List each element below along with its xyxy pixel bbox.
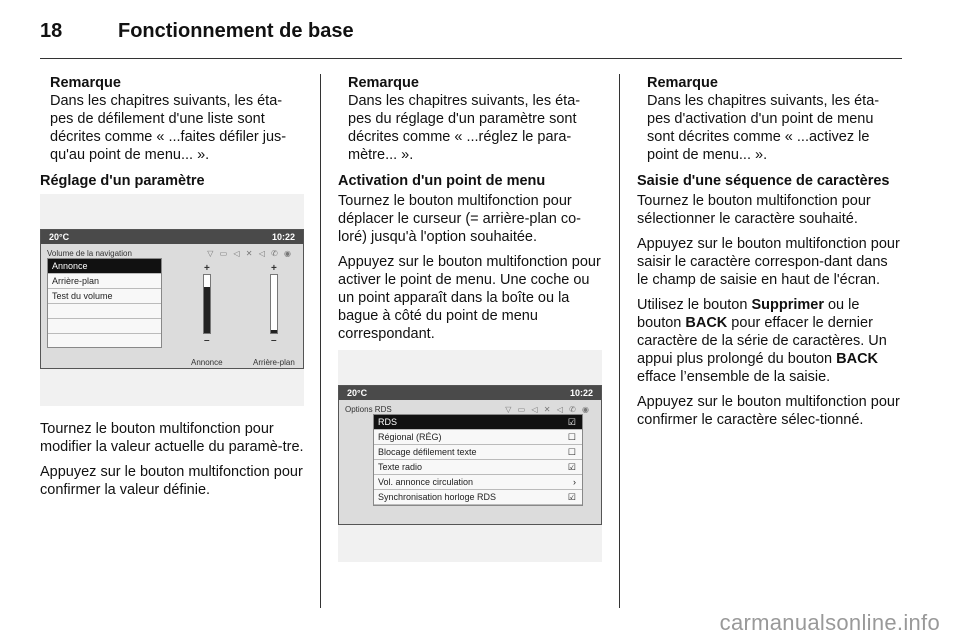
note-box: [338, 74, 603, 164]
paragraph: Tournez le bouton multifonction pour sélectionner le caractère souhaité.: [637, 193, 871, 227]
slider-arriere-plan[interactable]: [270, 274, 278, 334]
checkbox-empty-icon[interactable]: ☐: [567, 447, 576, 457]
section-heading: Saisie d'une séquence de caractères: [637, 173, 890, 189]
paragraph: Appuyez sur le bouton multifonction pour saisir le caractère correspon-dant dans le champ de saisie en haut de l'écran.: [637, 236, 900, 288]
list-item[interactable]: [374, 445, 582, 460]
paragraph: Tournez le bouton multifonction pour déplacer le curseur (= arrière-plan co-loré) jusqu'à l'option souhaitée.: [338, 193, 581, 245]
checkbox-empty-icon[interactable]: ☐: [567, 432, 576, 442]
text-run: ou le bouton: [637, 297, 860, 331]
note-box: [637, 74, 902, 164]
item-label: Synchronisation horloge RDS: [378, 492, 497, 502]
clock: 10:22: [271, 232, 295, 242]
checkbox-checked-icon[interactable]: ☑: [567, 462, 576, 472]
item-label: Régional (RÉG): [378, 432, 442, 442]
list-item[interactable]: [48, 304, 161, 319]
page-title: Fonctionnement de base: [118, 20, 354, 42]
list-item[interactable]: Annonce: [48, 259, 161, 274]
minus-icon: –: [204, 335, 210, 346]
temperature: 20°C: [347, 388, 368, 398]
paragraph: Appuyez sur le bouton multifonction pour activer le point de menu. Une coche ou un point apparaît dans la boîte ou la bague à côté du point de menu correspondant.: [338, 254, 601, 342]
slider-annonce[interactable]: [203, 274, 211, 334]
section-heading: Réglage d'un paramètre: [40, 173, 205, 189]
item-label: RDS: [378, 417, 398, 427]
slider-fill: [204, 287, 210, 333]
slider-label: Annonce: [191, 358, 223, 367]
status-bar: [339, 386, 601, 400]
column-2: [338, 74, 603, 576]
item-label: Vol. annonce circulation: [378, 477, 474, 487]
key-name: BACK: [685, 315, 728, 331]
plus-icon: +: [271, 263, 277, 274]
display-screen: [338, 385, 602, 525]
paragraph: Tournez le bouton multifonction pour modifier la valeur actuelle du paramè-tre.: [40, 421, 304, 455]
note-text: Dans les chapitres suivants, les éta-pes du réglage d'un paramètre sont décrites comme « ...réglez le para-mètre... ».: [348, 93, 581, 163]
temperature: 20°C: [49, 232, 70, 242]
checkbox-checked-icon[interactable]: ☑: [567, 417, 576, 427]
page-number: 18: [40, 20, 63, 42]
watermark: carmanualsonline.info: [719, 610, 940, 635]
list-item[interactable]: Test du volume: [48, 289, 161, 304]
menu-list: [47, 258, 162, 348]
note-title: Remarque: [50, 75, 121, 91]
list-item[interactable]: [374, 460, 582, 475]
column-3: [637, 74, 902, 436]
column-divider: [619, 74, 620, 608]
list-item[interactable]: [374, 415, 582, 430]
key-name: BACK: [836, 351, 879, 367]
screenshot-rds: [338, 350, 602, 562]
chevron-right-icon[interactable]: ›: [573, 477, 576, 487]
status-icons: ▽ ▭ ◁ ✕ ◁ ✆ ◉: [207, 249, 293, 258]
note-text: Dans les chapitres suivants, les éta-pes d'activation d'un point de menu sont décrites comme « ...activez le point de menu... ».: [647, 93, 880, 163]
note-box: [40, 74, 304, 164]
list-item[interactable]: [374, 475, 582, 490]
note-title: Remarque: [348, 75, 419, 91]
paragraph: Appuyez sur le bouton multifonction pour confirmer le caractère sélec-tionné.: [637, 394, 900, 428]
slider-label: Arrière-plan: [253, 358, 295, 367]
plus-icon: +: [204, 263, 210, 274]
paragraph: Appuyez sur le bouton multifonction pour confirmer la valeur définie.: [40, 464, 303, 498]
list-item[interactable]: Arrière-plan: [48, 274, 161, 289]
item-label: Blocage défilement texte: [378, 447, 477, 457]
paragraph: [637, 296, 902, 386]
minus-icon: –: [271, 335, 277, 346]
header-rule: [40, 58, 902, 59]
status-icons: ▽ ▭ ◁ ✕ ◁ ✆ ◉: [505, 405, 591, 414]
key-name: Supprimer: [751, 297, 824, 313]
column-1: [40, 74, 304, 506]
note-title: Remarque: [647, 75, 718, 91]
checkbox-checked-icon[interactable]: ☑: [567, 492, 576, 502]
section-heading: Activation d'un point de menu: [338, 173, 546, 189]
display-screen: [40, 229, 304, 369]
menu-list: [373, 414, 583, 506]
list-item[interactable]: [374, 490, 582, 505]
note-text: Dans les chapitres suivants, les éta-pes de défilement d'une liste sont décrites comme « ...faites défiler jus-qu'au point de menu... ».: [50, 93, 287, 163]
text-run: pour effacer le dernier caractère de la série de caractères. Un appui plus prolongé du bouton: [637, 315, 887, 367]
clock: 10:22: [569, 388, 593, 398]
status-bar: [41, 230, 303, 244]
screen-subtitle: Volume de la navigation: [47, 249, 132, 258]
text-run: efface l’ensemble de la saisie.: [637, 369, 831, 385]
screen-subtitle: Options RDS: [345, 405, 392, 414]
column-divider: [320, 74, 321, 608]
list-item[interactable]: [374, 430, 582, 445]
screenshot-volume: [40, 194, 304, 406]
text-run: Utilisez le bouton: [637, 297, 752, 313]
list-item[interactable]: [48, 319, 161, 334]
item-label: Texte radio: [378, 462, 423, 472]
